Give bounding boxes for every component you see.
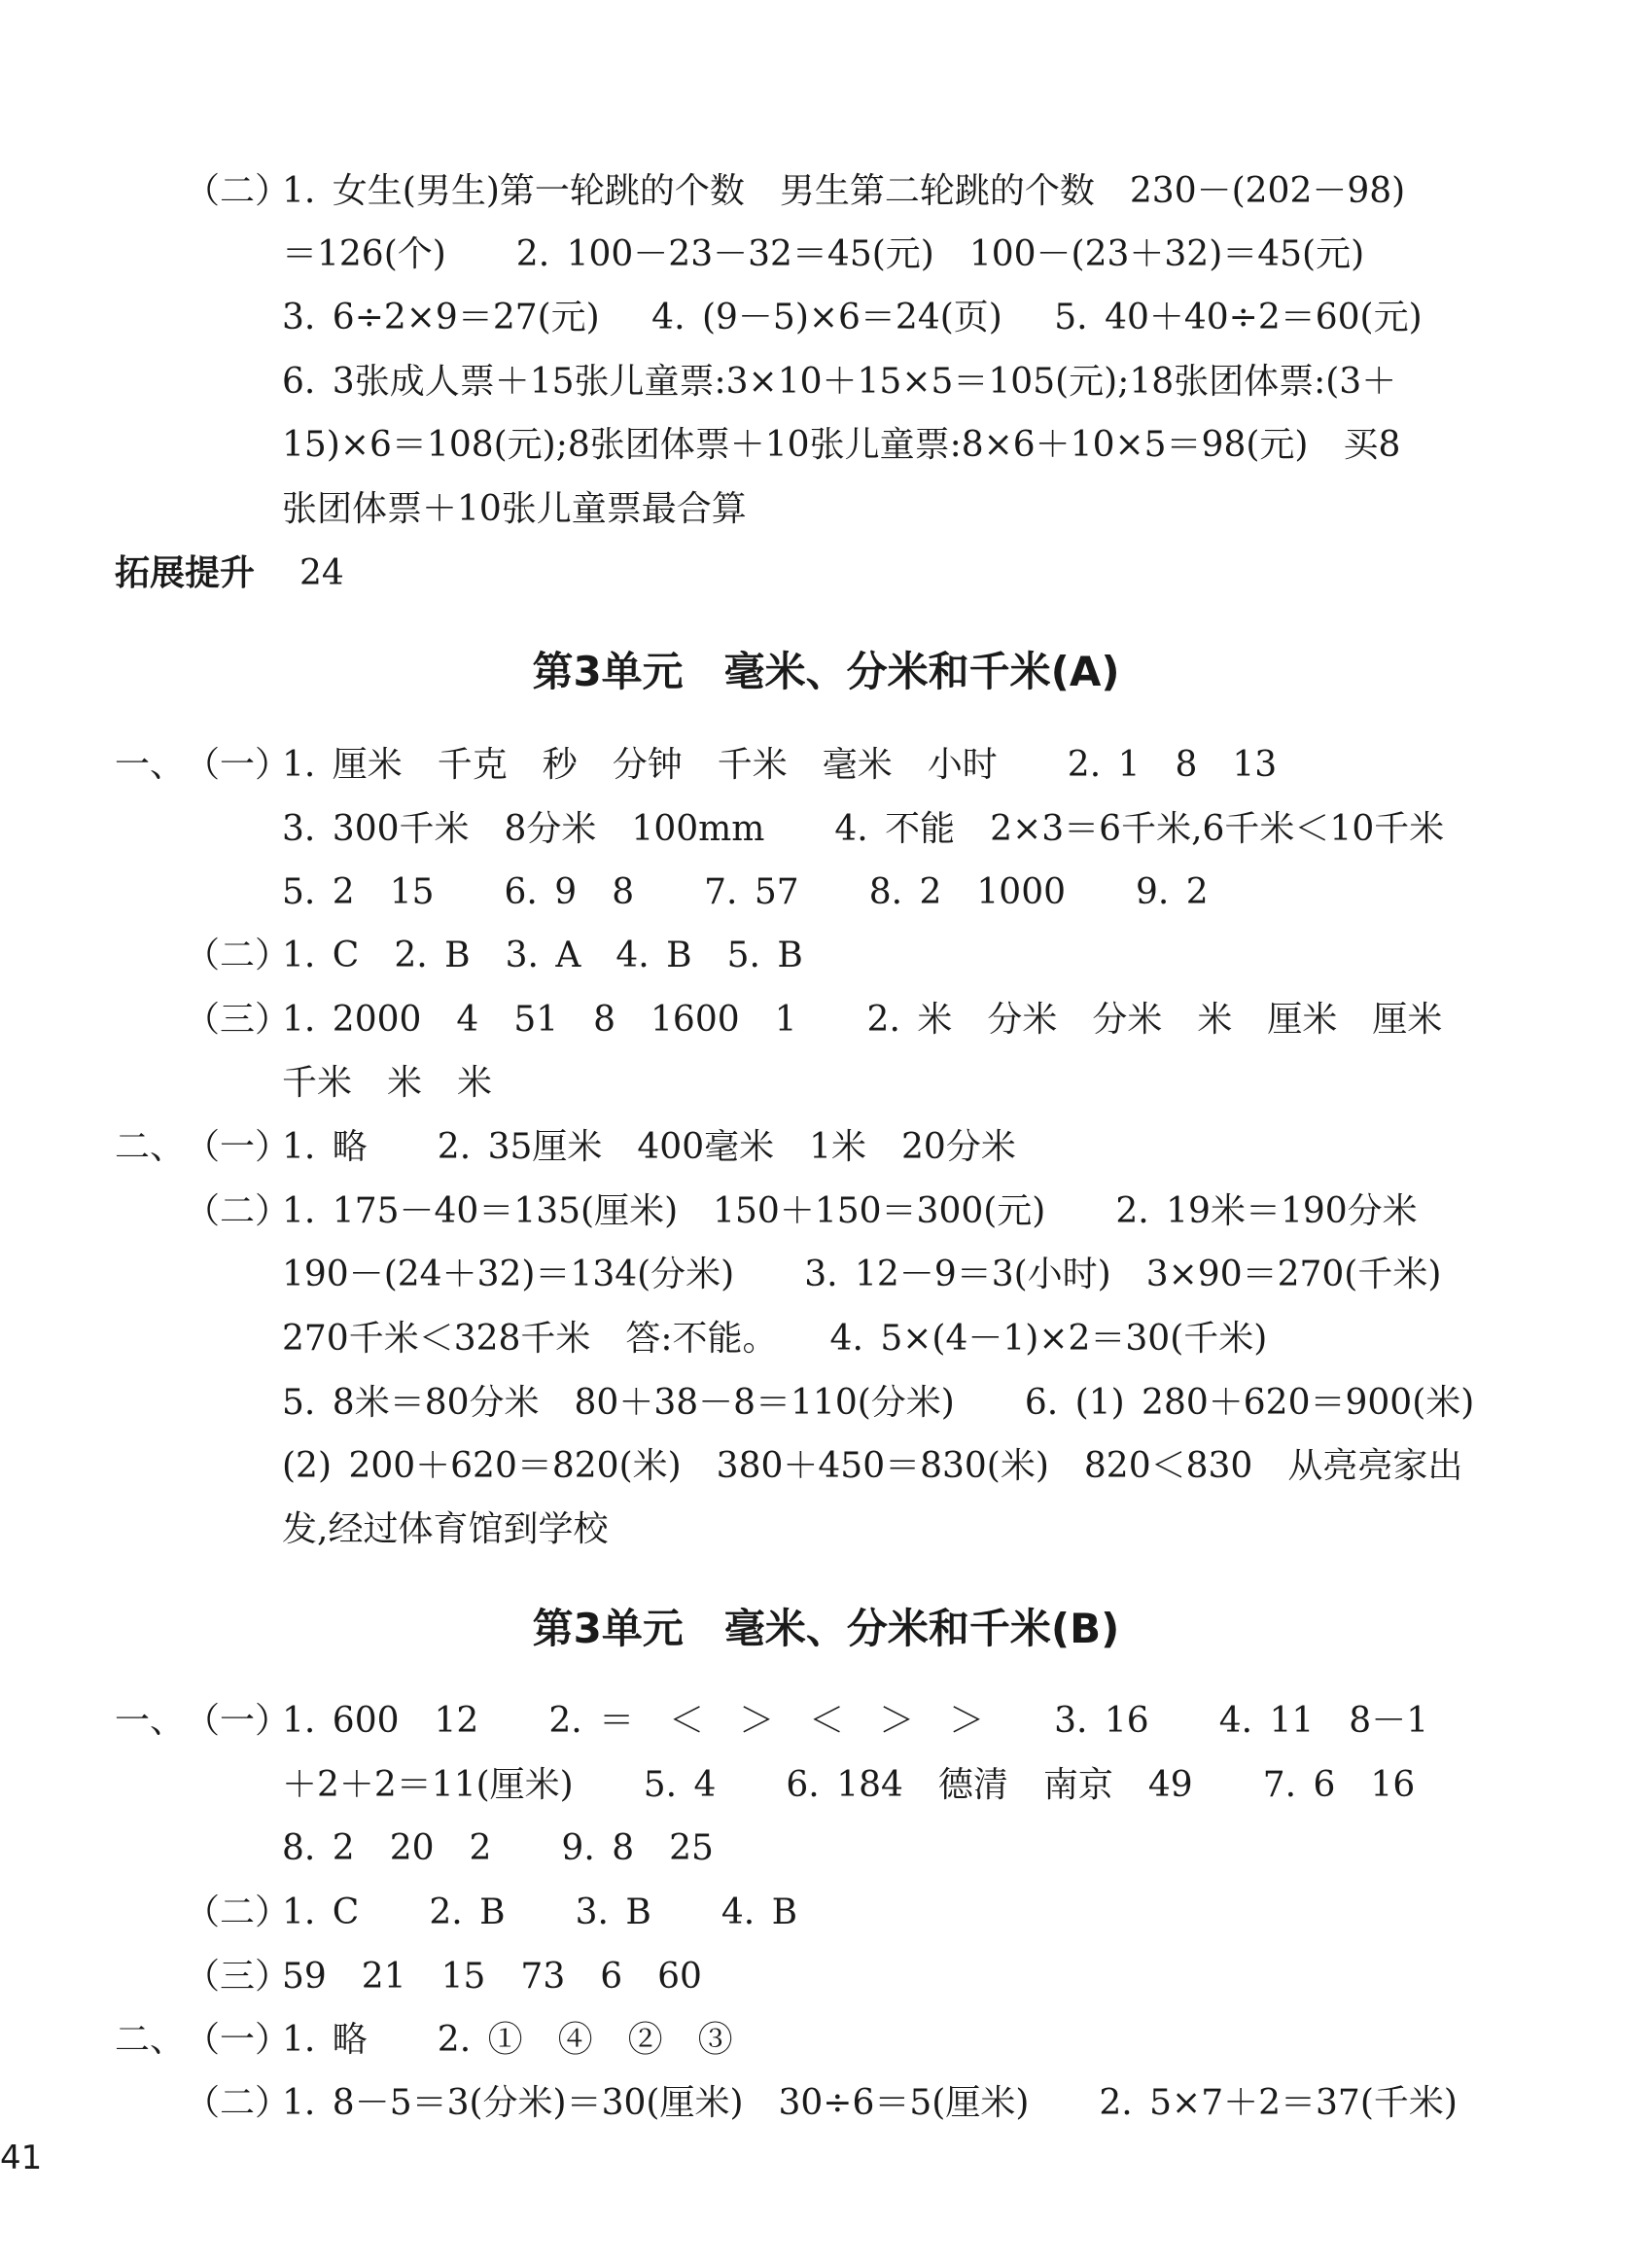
answer-line bbox=[0, 1753, 1652, 1818]
answer-text: 1. 2000 4 51 8 1600 1 2. 米 分米 分米 米 厘米 厘米 bbox=[282, 1000, 1443, 1040]
answer-line bbox=[0, 861, 1652, 925]
answer-line bbox=[0, 159, 1652, 224]
sub-label: （一） bbox=[185, 2020, 291, 2060]
part-label: 一、 bbox=[115, 1701, 186, 1741]
answer-line bbox=[0, 1115, 1652, 1180]
extension-line bbox=[0, 542, 1652, 606]
answer-line bbox=[0, 1243, 1652, 1307]
answer-line bbox=[0, 478, 1652, 542]
answer-line bbox=[0, 2071, 1652, 2136]
answer-text: 5. 8米＝80分米 80＋38－8＝110(分米) 6. (1) 280＋620＝900(米) bbox=[282, 1383, 1475, 1423]
sub-label: （一） bbox=[185, 1127, 291, 1167]
sub-label: （一） bbox=[185, 745, 291, 785]
answer-text: 1. 略 2. ① ④ ② ③ bbox=[282, 2020, 733, 2060]
answer-line bbox=[0, 1689, 1652, 1753]
answer-line bbox=[0, 1307, 1652, 1371]
part-label: 一、 bbox=[115, 745, 186, 785]
answer-text: 6. 3张成人票＋15张儿童票:3×10＋15×5＝105(元);18张团体票:(3＋ bbox=[282, 362, 1397, 402]
answer-text: (2) 200＋620＝820(米) 380＋450＝830(米) 820＜830 从亮亮家出 bbox=[282, 1446, 1463, 1486]
answer-line bbox=[0, 733, 1652, 797]
answer-text: 1. 女生(男生)第一轮跳的个数 男生第二轮跳的个数 230－(202－98) bbox=[282, 171, 1406, 211]
answer-text: 1. 8－5＝3(分米)＝30(厘米) 30÷6＝5(厘米) 2. 5×7＋2＝37(千米) bbox=[282, 2083, 1458, 2123]
answer-text: 1. 厘米 千克 秒 分钟 千米 毫米 小时 2. 1 8 13 bbox=[282, 745, 1278, 785]
answer-line bbox=[0, 988, 1652, 1052]
answer-text: 270千米＜328千米 答:不能。 4. 5×(4－1)×2＝30(千米) bbox=[282, 1319, 1268, 1359]
answer-line bbox=[0, 1434, 1652, 1499]
answer-text: 千米 米 米 bbox=[282, 1063, 493, 1103]
answer-text: 1. 略 2. 35厘米 400毫米 1米 20分米 bbox=[282, 1127, 1016, 1167]
extension-label: 拓展提升 bbox=[115, 553, 256, 593]
answer-line bbox=[0, 1817, 1652, 1881]
answer-text: 1. 175－40＝135(厘米) 150＋150＝300(元) 2. 19米＝190分米 bbox=[282, 1191, 1418, 1231]
answer-text: 张团体票＋10张儿童票最合算 bbox=[282, 489, 747, 529]
extension-value: 24 bbox=[299, 553, 344, 593]
answer-line bbox=[0, 2008, 1652, 2072]
answer-text: ＋2＋2＝11(厘米) 5. 4 6. 184 德清 南京 49 7. 6 16 bbox=[282, 1765, 1416, 1805]
page-number: 41 bbox=[0, 2139, 43, 2177]
answer-line bbox=[0, 1498, 1652, 1562]
answer-line bbox=[0, 1945, 1652, 2009]
answer-line bbox=[0, 286, 1652, 350]
answer-line bbox=[0, 1371, 1652, 1435]
answer-line bbox=[0, 413, 1652, 478]
sub-label: （二） bbox=[185, 2083, 291, 2123]
section-b-title: 第3单元 毫米、分米和千米(B) bbox=[532, 1605, 1120, 1652]
section-a-title: 第3单元 毫米、分米和千米(A) bbox=[532, 648, 1120, 695]
part-label: 二、 bbox=[115, 2020, 186, 2060]
answer-text: 190－(24＋32)＝134(分米) 3. 12－9＝3(小时) 3×90＝270(千米) bbox=[282, 1255, 1442, 1294]
answer-line bbox=[0, 350, 1652, 414]
answer-text: 1. C 2. B 3. A 4. B 5. B bbox=[282, 936, 803, 975]
sub-label: （二） bbox=[185, 171, 291, 211]
answer-line bbox=[0, 924, 1652, 988]
answer-line bbox=[0, 1051, 1652, 1115]
answer-text: 1. 600 12 2. ＝ ＜ ＞ ＜ ＞ ＞ 3. 16 4. 11 8－1 bbox=[282, 1701, 1429, 1741]
answer-line bbox=[0, 1180, 1652, 1244]
sub-label: （二） bbox=[185, 936, 291, 975]
answer-text: 8. 2 20 2 9. 8 25 bbox=[282, 1828, 714, 1868]
answer-line bbox=[0, 797, 1652, 862]
sub-label: （三） bbox=[185, 1957, 291, 1997]
answer-text: 1. C 2. B 3. B 4. B bbox=[282, 1893, 798, 1932]
sub-label: （二） bbox=[185, 1191, 291, 1231]
sub-label: （三） bbox=[185, 1000, 291, 1040]
answer-text: 3. 300千米 8分米 100mm 4. 不能 2×3＝6千米,6千米＜10千米 bbox=[282, 809, 1445, 849]
part-label: 二、 bbox=[115, 1127, 186, 1167]
answer-text: 3. 6÷2×9＝27(元) 4. (9－5)×6＝24(页) 5. 40＋40÷2＝60(元) bbox=[282, 298, 1423, 337]
answer-line bbox=[0, 223, 1652, 287]
sub-label: （一） bbox=[185, 1701, 291, 1741]
answer-text: 5. 2 15 6. 9 8 7. 57 8. 2 1000 9. 2 bbox=[282, 872, 1209, 912]
answer-line bbox=[0, 1881, 1652, 1945]
answer-text: 59 21 15 73 6 60 bbox=[282, 1957, 702, 1997]
answer-text: 发,经过体育馆到学校 bbox=[282, 1509, 609, 1549]
answer-text: ＝126(个) 2. 100－23－32＝45(元) 100－(23＋32)＝45(元) bbox=[282, 234, 1365, 274]
sub-label: （二） bbox=[185, 1893, 291, 1932]
answer-text: 15)×6＝108(元);8张团体票＋10张儿童票:8×6＋10×5＝98(元) 买8 bbox=[282, 425, 1401, 465]
